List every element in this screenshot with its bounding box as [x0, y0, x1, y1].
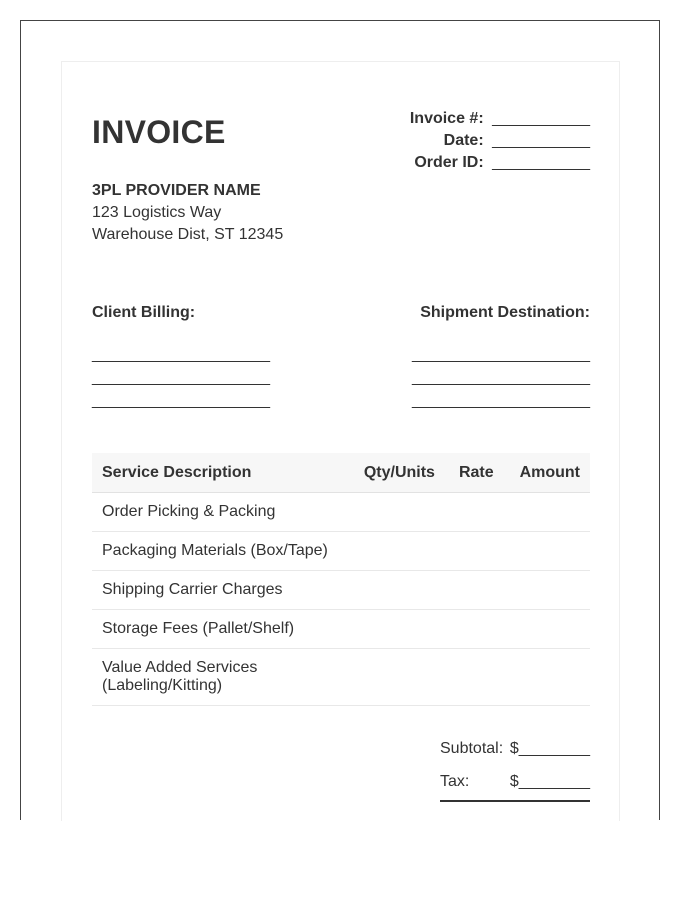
- invoice-number-label: Invoice #:: [409, 110, 484, 127]
- service-description-cell: Order Picking & Packing: [92, 493, 351, 532]
- header-qty-units: Qty/Units: [351, 453, 447, 493]
- table-row: [92, 493, 590, 532]
- shipment-destination-label: Shipment Destination:: [420, 304, 590, 321]
- provider-address-line1: 123 Logistics Way: [92, 204, 222, 221]
- subtotal-label: Subtotal:: [440, 739, 504, 757]
- date-row: [410, 130, 590, 152]
- service-description-cell: Storage Fees (Pallet/Shelf): [92, 610, 351, 649]
- invoice-number-field[interactable]: ___________: [492, 110, 590, 127]
- subtotal-row: [440, 732, 590, 765]
- provider-block: [92, 180, 283, 246]
- table-row: [92, 532, 590, 571]
- table-row: [92, 571, 590, 610]
- amount-cell[interactable]: [505, 571, 590, 610]
- qty-cell[interactable]: [351, 610, 447, 649]
- service-description-cell: Value Added Services (Labeling/Kitting): [92, 649, 351, 706]
- tax-field[interactable]: $________: [509, 772, 590, 790]
- rate-cell[interactable]: [447, 610, 505, 649]
- tax-row: [440, 765, 590, 798]
- services-table: [92, 453, 590, 706]
- invoice-meta: [410, 108, 590, 174]
- invoice-number-row: [410, 108, 590, 130]
- header-amount: Amount: [505, 453, 590, 493]
- date-label: Date:: [443, 132, 484, 149]
- order-id-label: Order ID:: [414, 154, 484, 171]
- rate-cell[interactable]: [447, 532, 505, 571]
- order-id-row: [410, 152, 590, 174]
- qty-cell[interactable]: [351, 649, 447, 706]
- invoice-sheet: [61, 61, 620, 821]
- shipment-destination-line[interactable]: ____________________: [412, 392, 590, 409]
- amount-cell[interactable]: [505, 532, 590, 571]
- service-description-cell: Packaging Materials (Box/Tape): [92, 532, 351, 571]
- amount-cell[interactable]: [505, 649, 590, 706]
- client-billing-label: Client Billing:: [92, 304, 196, 321]
- client-billing-line[interactable]: ____________________: [92, 346, 270, 363]
- services-table-wrapper: [92, 453, 590, 706]
- table-row: [92, 610, 590, 649]
- header-service-description: Service Description: [92, 453, 351, 493]
- qty-cell[interactable]: [351, 571, 447, 610]
- subtotal-field[interactable]: $________: [509, 739, 590, 757]
- qty-cell[interactable]: [351, 532, 447, 571]
- provider-name: 3PL PROVIDER NAME: [92, 182, 261, 199]
- table-header-row: [92, 453, 590, 493]
- provider-address-line2: Warehouse Dist, ST 12345: [92, 226, 284, 243]
- invoice-title: INVOICE: [92, 114, 226, 150]
- order-id-field[interactable]: ___________: [492, 154, 590, 171]
- client-billing-line[interactable]: ____________________: [92, 392, 270, 409]
- qty-cell[interactable]: [351, 493, 447, 532]
- totals-block: [440, 732, 590, 802]
- tax-label: Tax:: [440, 772, 470, 790]
- client-billing-line[interactable]: ____________________: [92, 369, 270, 386]
- shipment-destination-line[interactable]: ____________________: [412, 369, 590, 386]
- shipment-destination-line[interactable]: ____________________: [412, 346, 590, 363]
- client-billing-block: [92, 303, 270, 412]
- date-field[interactable]: ___________: [492, 132, 590, 149]
- amount-cell[interactable]: [505, 610, 590, 649]
- totals-divider: [440, 800, 590, 802]
- header-rate: Rate: [447, 453, 505, 493]
- amount-cell[interactable]: [505, 493, 590, 532]
- service-description-cell: Shipping Carrier Charges: [92, 571, 351, 610]
- rate-cell[interactable]: [447, 649, 505, 706]
- shipment-destination-block: [412, 303, 590, 412]
- rate-cell[interactable]: [447, 571, 505, 610]
- rate-cell[interactable]: [447, 493, 505, 532]
- table-row: [92, 649, 590, 706]
